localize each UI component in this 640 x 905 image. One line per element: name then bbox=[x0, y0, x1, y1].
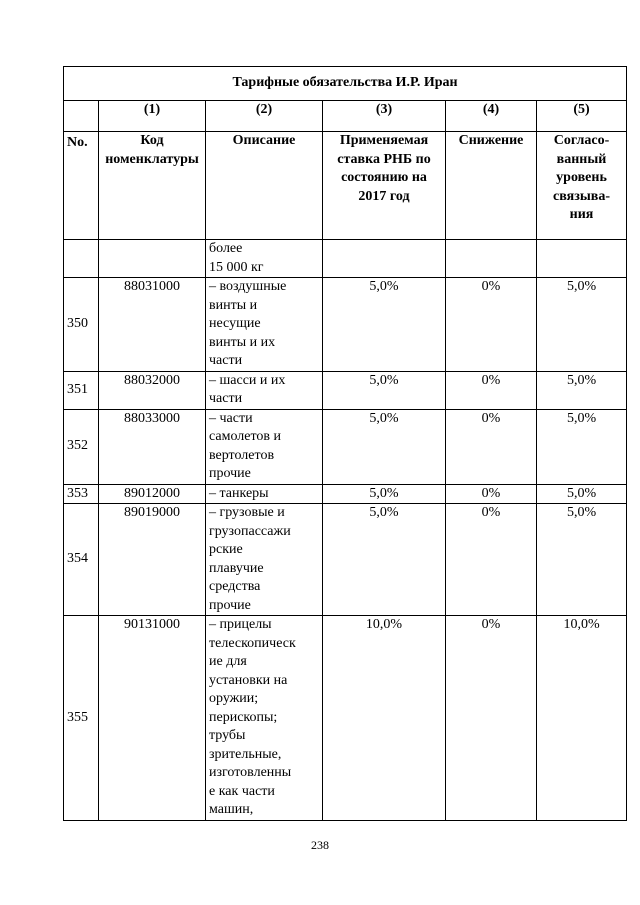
row-number: 354 bbox=[64, 504, 99, 616]
column-number-3: (3) bbox=[323, 101, 446, 132]
table-row bbox=[64, 409, 627, 484]
header-description: Описание bbox=[206, 132, 323, 240]
row-number: 352 bbox=[64, 409, 99, 484]
row-applied-rate: 10,0% bbox=[323, 616, 446, 821]
column-number-row bbox=[64, 101, 627, 132]
tariff-table bbox=[63, 66, 627, 821]
header-reduction: Снижение bbox=[446, 132, 537, 240]
row-bound-level: 10,0% bbox=[537, 616, 627, 821]
row-reduction: 0% bbox=[446, 409, 537, 484]
table-title: Тарифные обязательства И.Р. Иран bbox=[64, 67, 627, 101]
row-number: 355 bbox=[64, 616, 99, 821]
row-reduction: 0% bbox=[446, 504, 537, 616]
row-description: – воздушные винты и несущие винты и их части bbox=[206, 278, 323, 372]
header-bound-level: Согласо- ванный уровень связыва- ния bbox=[537, 132, 627, 240]
row-applied-rate: 5,0% bbox=[323, 409, 446, 484]
table-row bbox=[64, 484, 627, 504]
row-applied-rate: 5,0% bbox=[323, 484, 446, 504]
row-description: – шасси и их части bbox=[206, 371, 323, 409]
header-applied-rate: Применяемая ставка РНБ по состоянию на 2017 год bbox=[323, 132, 446, 240]
row-code bbox=[99, 240, 206, 278]
row-code: 88031000 bbox=[99, 278, 206, 372]
row-code: 88032000 bbox=[99, 371, 206, 409]
header-row bbox=[64, 132, 627, 240]
row-code: 90131000 bbox=[99, 616, 206, 821]
table-row bbox=[64, 240, 627, 278]
row-description: – танкеры bbox=[206, 484, 323, 504]
row-bound-level: 5,0% bbox=[537, 504, 627, 616]
row-code: 89012000 bbox=[99, 484, 206, 504]
row-bound-level: 5,0% bbox=[537, 371, 627, 409]
column-number-empty bbox=[64, 101, 99, 132]
row-reduction: 0% bbox=[446, 616, 537, 821]
table-row bbox=[64, 278, 627, 372]
row-bound-level bbox=[537, 240, 627, 278]
column-number-4: (4) bbox=[446, 101, 537, 132]
header-code: Код номенклатуры bbox=[99, 132, 206, 240]
row-description: более 15 000 кг bbox=[206, 240, 323, 278]
column-number-5: (5) bbox=[537, 101, 627, 132]
row-bound-level: 5,0% bbox=[537, 409, 627, 484]
table-row bbox=[64, 504, 627, 616]
table-body bbox=[64, 240, 627, 821]
row-description: – части самолетов и вертолетов прочие bbox=[206, 409, 323, 484]
column-number-2: (2) bbox=[206, 101, 323, 132]
table-row bbox=[64, 371, 627, 409]
row-reduction: 0% bbox=[446, 371, 537, 409]
row-number: 353 bbox=[64, 484, 99, 504]
row-applied-rate bbox=[323, 240, 446, 278]
header-no: No. bbox=[64, 132, 99, 240]
row-applied-rate: 5,0% bbox=[323, 371, 446, 409]
row-number: 350 bbox=[64, 278, 99, 372]
table-row bbox=[64, 616, 627, 821]
row-description: – прицелы телескопическ ие для установки на оружии; перископы; трубы зрительные, изготовленны е как части машин, bbox=[206, 616, 323, 821]
row-applied-rate: 5,0% bbox=[323, 504, 446, 616]
row-description: – грузовые и грузопассажи рские плавучие средства прочие bbox=[206, 504, 323, 616]
row-number bbox=[64, 240, 99, 278]
row-reduction: 0% bbox=[446, 278, 537, 372]
page-number: 238 bbox=[311, 838, 329, 852]
column-number-1: (1) bbox=[99, 101, 206, 132]
row-number: 351 bbox=[64, 371, 99, 409]
title-row bbox=[64, 67, 627, 101]
row-code: 88033000 bbox=[99, 409, 206, 484]
row-bound-level: 5,0% bbox=[537, 484, 627, 504]
row-reduction bbox=[446, 240, 537, 278]
row-bound-level: 5,0% bbox=[537, 278, 627, 372]
row-reduction: 0% bbox=[446, 484, 537, 504]
row-code: 89019000 bbox=[99, 504, 206, 616]
row-applied-rate: 5,0% bbox=[323, 278, 446, 372]
